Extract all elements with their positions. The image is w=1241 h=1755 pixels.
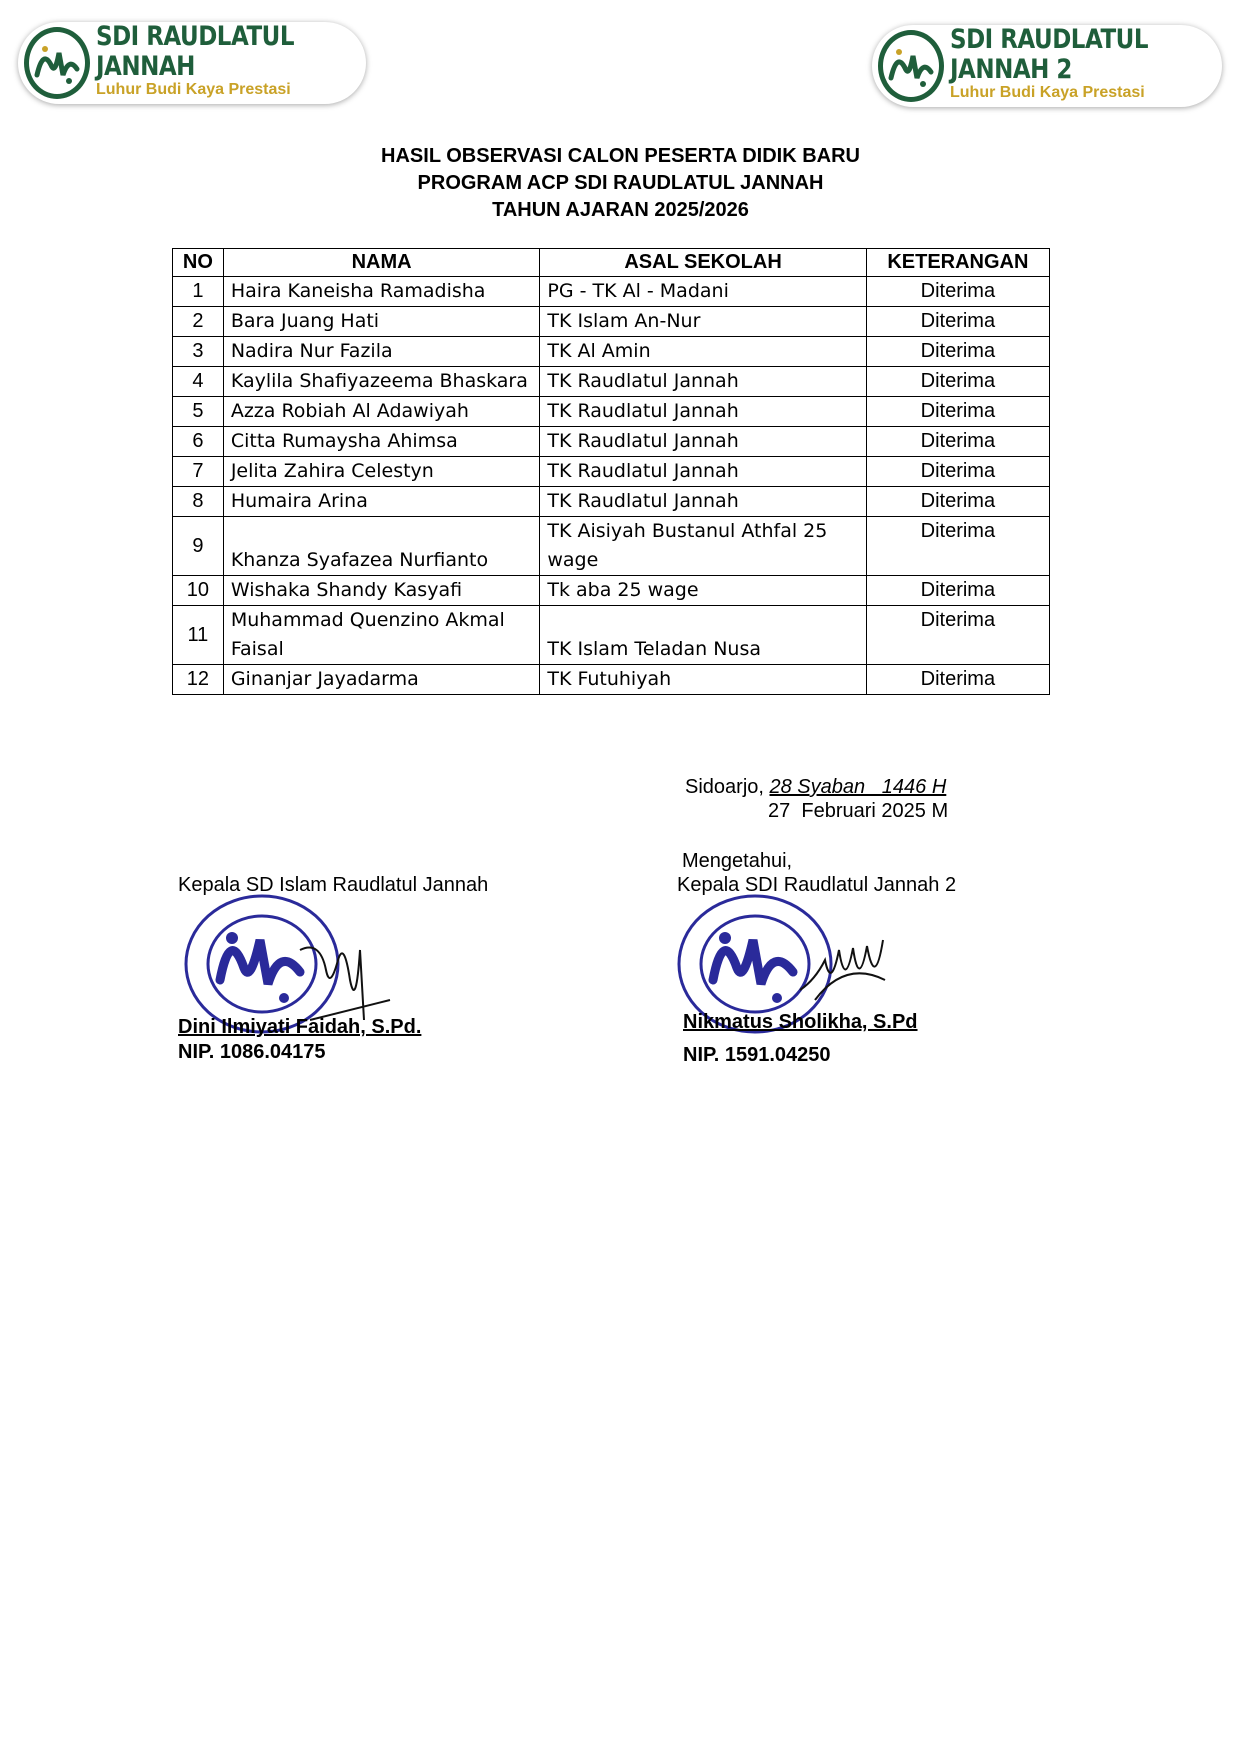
cell-asal: TK Islam An-Nur bbox=[540, 307, 866, 337]
table-row bbox=[173, 606, 1050, 665]
cell-nama bbox=[223, 606, 540, 665]
cell-nama: Humaira Arina bbox=[223, 487, 540, 517]
header-nama: NAMA bbox=[223, 249, 540, 277]
cell-nama: Ginanjar Jayadarma bbox=[223, 665, 540, 695]
cell-keterangan: Diterima bbox=[866, 397, 1049, 427]
cell-keterangan: Diterima bbox=[866, 517, 1049, 576]
cell-no: 1 bbox=[173, 277, 224, 307]
cell-keterangan: Diterima bbox=[866, 457, 1049, 487]
cell-no: 10 bbox=[173, 576, 224, 606]
place-name: Sidoarjo, bbox=[685, 776, 770, 798]
cell-asal: Tk aba 25 wage bbox=[540, 576, 866, 606]
title-line-3: TAHUN AJARAN 2025/2026 bbox=[492, 199, 749, 221]
cell-nama: Azza Robiah Al Adawiyah bbox=[223, 397, 540, 427]
cell-nama: Nadira Nur Fazila bbox=[223, 337, 540, 367]
header-asal-sekolah: ASAL SEKOLAH bbox=[540, 249, 866, 277]
cell-no: 5 bbox=[173, 397, 224, 427]
school-emblem-icon bbox=[878, 30, 944, 102]
cell-asal: TK Raudlatul Jannah bbox=[540, 487, 866, 517]
cell-keterangan: Diterima bbox=[866, 367, 1049, 397]
cell-no: 4 bbox=[173, 367, 224, 397]
signatory-left-nip: NIP. 1086.04175 bbox=[178, 1041, 326, 1063]
cell-nama: Kaylila Shafiyazeema Bhaskara bbox=[223, 367, 540, 397]
table-row bbox=[173, 487, 1050, 517]
table-row bbox=[173, 397, 1050, 427]
table-row bbox=[173, 307, 1050, 337]
document-title bbox=[0, 143, 1241, 224]
table-row bbox=[173, 576, 1050, 606]
cell-nama: Bara Juang Hati bbox=[223, 307, 540, 337]
signatory-right-title: Kepala SDI Raudlatul Jannah 2 bbox=[677, 874, 957, 896]
cell-no: 12 bbox=[173, 665, 224, 695]
cell-keterangan: Diterima bbox=[866, 665, 1049, 695]
cell-keterangan: Diterima bbox=[866, 606, 1049, 665]
hijri-date: 28 Syaban 1446 H bbox=[769, 776, 947, 798]
cell-asal: TK Raudlatul Jannah bbox=[540, 397, 866, 427]
cell-no: 9 bbox=[173, 517, 224, 576]
cell-no: 3 bbox=[173, 337, 224, 367]
cell-keterangan: Diterima bbox=[866, 307, 1049, 337]
signature-right-icon bbox=[795, 920, 895, 1010]
cell-nama: Haira Kaneisha Ramadisha bbox=[223, 277, 540, 307]
cell-no: 2 bbox=[173, 307, 224, 337]
cell-asal: TK Raudlatul Jannah bbox=[540, 457, 866, 487]
cell-asal: PG - TK Al - Madani bbox=[540, 277, 866, 307]
gregorian-date: 27 Februari 2025 M bbox=[768, 800, 949, 822]
header-keterangan: KETERANGAN bbox=[866, 249, 1049, 277]
place-date bbox=[685, 775, 946, 800]
signatory-left-name: Dini Ilmiyati Faidah, S.Pd. bbox=[178, 1016, 422, 1038]
cell-keterangan: Diterima bbox=[866, 576, 1049, 606]
cell-asal: TK Futuhiyah bbox=[540, 665, 866, 695]
title-line-1: HASIL OBSERVASI CALON PESERTA DIDIK BARU bbox=[381, 145, 860, 167]
table-row bbox=[173, 517, 1050, 576]
table-row bbox=[173, 457, 1050, 487]
signatory-right-nip: NIP. 1591.04250 bbox=[683, 1044, 831, 1066]
signature-left-icon bbox=[290, 920, 400, 1030]
school-name: SDI RAUDLATUL JANNAH bbox=[96, 22, 294, 82]
mengetahui-label: Mengetahui, bbox=[682, 850, 793, 872]
cell-no: 8 bbox=[173, 487, 224, 517]
cell-no: 6 bbox=[173, 427, 224, 457]
cell-nama: Wishaka Shandy Kasyafi bbox=[223, 576, 540, 606]
table-row bbox=[173, 337, 1050, 367]
school-motto: Luhur Budi Kaya Prestasi bbox=[96, 81, 291, 98]
title-line-2: PROGRAM ACP SDI RAUDLATUL JANNAH bbox=[417, 172, 824, 194]
cell-nama: Jelita Zahira Celestyn bbox=[223, 457, 540, 487]
cell-nama: Citta Rumaysha Ahimsa bbox=[223, 427, 540, 457]
school-motto: Luhur Budi Kaya Prestasi bbox=[950, 84, 1145, 101]
cell-asal: TK Raudlatul Jannah bbox=[540, 367, 866, 397]
cell-asal: TK Islam Teladan Nusa bbox=[540, 606, 866, 665]
cell-asal-text: TK Aisiyah Bustanul Athfal 25 wage bbox=[547, 520, 828, 571]
school-name: SDI RAUDLATUL JANNAH 2 bbox=[950, 25, 1148, 85]
cell-nama: Khanza Syafazea Nurfianto bbox=[223, 517, 540, 576]
school-emblem-icon bbox=[24, 27, 90, 99]
cell-keterangan: Diterima bbox=[866, 427, 1049, 457]
table-row bbox=[173, 277, 1050, 307]
cell-keterangan: Diterima bbox=[866, 337, 1049, 367]
signatory-right-name: Nikmatus Sholikha, S.Pd bbox=[683, 1011, 918, 1033]
cell-keterangan: Diterima bbox=[866, 277, 1049, 307]
table-row bbox=[173, 367, 1050, 397]
table-row bbox=[173, 665, 1050, 695]
cell-asal bbox=[540, 517, 866, 576]
results-table bbox=[172, 248, 1050, 695]
cell-no: 11 bbox=[173, 606, 224, 665]
header-no: NO bbox=[173, 249, 224, 277]
cell-no: 7 bbox=[173, 457, 224, 487]
signatory-left-title: Kepala SD Islam Raudlatul Jannah bbox=[178, 874, 489, 896]
school-logo-right bbox=[872, 25, 1222, 107]
cell-nama-text: Muhammad Quenzino Akmal Faisal bbox=[230, 609, 505, 660]
cell-keterangan: Diterima bbox=[866, 487, 1049, 517]
cell-asal: TK Al Amin bbox=[540, 337, 866, 367]
table-row bbox=[173, 427, 1050, 457]
school-logo-left bbox=[18, 22, 366, 104]
table-header-row bbox=[173, 249, 1050, 277]
cell-asal: TK Raudlatul Jannah bbox=[540, 427, 866, 457]
